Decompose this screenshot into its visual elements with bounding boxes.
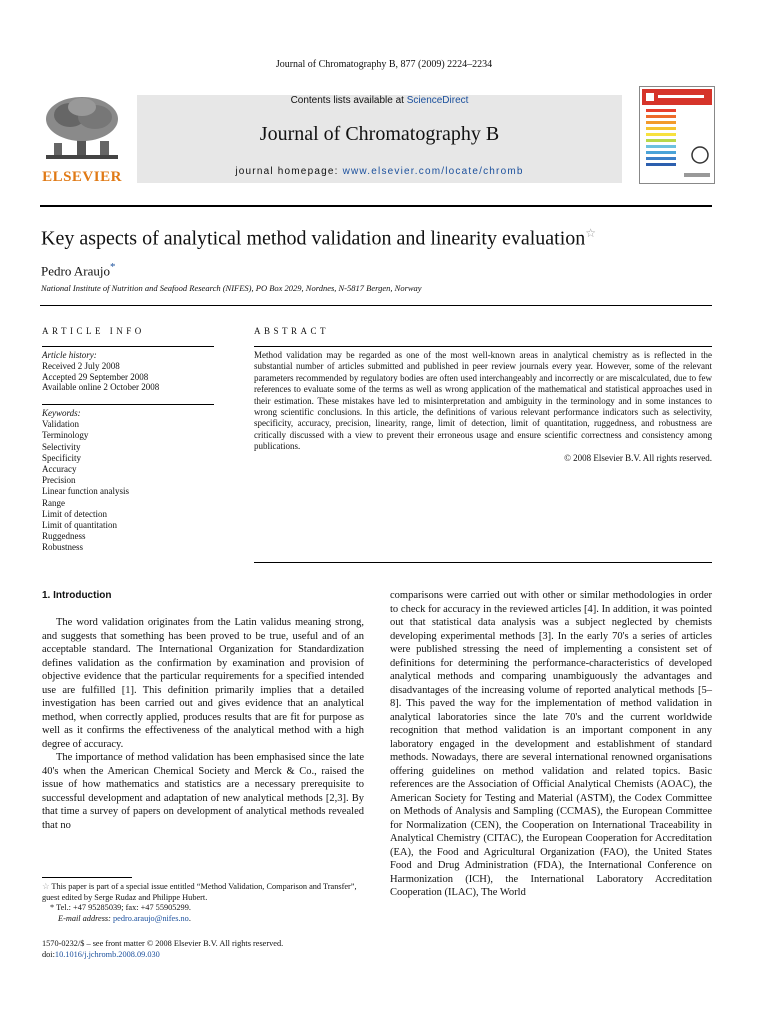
author	[41, 261, 115, 279]
keyword: Accuracy	[42, 464, 77, 475]
front-matter	[42, 939, 283, 960]
keyword: Range	[42, 497, 65, 508]
journal-banner	[137, 95, 622, 183]
article-title-text: Key aspects of analytical method validation and linearity evaluation	[41, 227, 586, 250]
author-name: Pedro Araujo	[41, 263, 110, 279]
sciencedirect-link[interactable]: ScienceDirect	[406, 95, 469, 106]
footnotes	[42, 882, 364, 924]
footnote-star-mark: ☆	[42, 882, 50, 891]
keyword: Limit of quantitation	[42, 520, 117, 531]
keywords-label: Keywords:	[42, 408, 81, 418]
footnote-author-mark: *	[50, 903, 55, 912]
abstract-body	[254, 350, 712, 464]
keywords-rule	[42, 404, 214, 405]
article-title	[41, 226, 596, 251]
doi-line	[42, 950, 283, 961]
abstract-copyright: © 2008 Elsevier B.V. All rights reserved.	[564, 452, 712, 463]
keyword: Selectivity	[42, 441, 81, 452]
contents-line	[137, 95, 622, 106]
journal-title: Journal of Chromatography B	[259, 123, 500, 145]
keyword: Validation	[42, 419, 79, 430]
footnote-star	[42, 882, 364, 903]
doi-link[interactable]: 10.1016/j.jchromb.2008.09.030	[54, 949, 160, 959]
article-info-heading: ARTICLE INFO	[42, 326, 145, 336]
contents-prefix: Contents lists available at	[290, 95, 407, 106]
homepage-link[interactable]: www.elsevier.com/locate/chromb	[342, 166, 524, 177]
right-column	[390, 589, 712, 900]
keyword: Ruggedness	[42, 531, 86, 542]
footnote-contact	[42, 903, 364, 914]
footnote-tel: Tel.: +47 95285039; fax: +47 55905299.	[56, 903, 191, 912]
abstract-text: Method validation may be regarded as one of the most well-known areas in analytical chemistry as is reflected in the substantial number of articles submitted and published in peer review journals every year. However, some of the relevant parameters recommended by regulatory bodies are often used interchangeably and incorrectly or are miscalculated, due to few references to evaluate some of the terms as well as wrong application of the mathematical and statistical approaches used in their estimation. These mistakes have led to misinterpretation and ambiguity in the terminology and in some instances to wrong scientific conclusions. In this article, the definitions of various relevant performance indicators such as selectivity, specificity, accuracy, precision, linearity, range, limit of detection, limit of quantitation, ruggedness, and robustness are critically discussed with a view to prevent their erroneous usage and ensure scientific correctness and consistency among publications.	[254, 350, 712, 452]
keywords-list	[42, 408, 214, 554]
abstract-heading: ABSTRACT	[254, 326, 330, 336]
article-history	[42, 350, 214, 393]
keyword: Precision	[42, 475, 76, 486]
history-label: Article history:	[42, 350, 97, 360]
paragraph: The word validation originates from the Latin validus meaning strong, and suggests that something has been proved to be true, useful and of an acceptable standard. The International Organization for Standardization defines validation as the confirmation by examination and provision of objective evidence that the particular requirements for a specified intended use are fulfilled [1]. This definition primarily implies that a detailed investigation has been carried out and gives evidence that an analytical method, when correctly applied, produces results that are fit for purpose as well as it confirms the effectiveness of the analytical method with a high degree of accuracy.	[42, 617, 364, 750]
footnote-email: E-mail address: pedro.araujo@nifes.no.	[58, 913, 191, 923]
footnote-rule	[42, 877, 132, 878]
elsevier-logo	[40, 95, 124, 185]
keyword: Specificity	[42, 452, 81, 463]
affiliation: National Institute of Nutrition and Seafood Research (NIFES), PO Box 2029, Nordnes, N-5817 Bergen, Norway	[41, 283, 422, 293]
elsevier-wordmark: ELSEVIER	[42, 169, 122, 185]
title-footnote-mark[interactable]: ☆	[585, 226, 597, 240]
issn-line: 1570-0232/$ – see front matter © 2008 Elsevier B.V. All rights reserved.	[42, 939, 284, 948]
elsevier-tree-icon	[40, 95, 124, 163]
keyword: Limit of detection	[42, 508, 107, 519]
keyword: Terminology	[42, 430, 89, 441]
paragraph: The importance of method validation has been emphasised since the late 40's when the American Chemical Society and Merck & Co., raised the issue of how mathematics and statistics are a necessary prerequisite to successful development and adaptation of new analytical methods [2,3]. By that time a survey of papers on development of analytical methods revealed that no	[42, 752, 364, 831]
left-column	[42, 616, 364, 832]
section-heading: 1. Introduction	[42, 590, 112, 601]
journal-citation: Journal of Chromatography B, 877 (2009) 2224–2234	[275, 59, 493, 70]
corresponding-author-mark[interactable]: *	[109, 261, 116, 273]
email-link[interactable]: pedro.araujo@nifes.no	[113, 913, 189, 923]
paragraph: comparisons were carried out with other or similar methodologies in order to check for accuracy in the reviewed articles [4]. In addition, it was pointed out that statistical data analysis was a subject neglected by chemists developing experimental methods [3]. In the early 70's a series of articles were published stressing the need of implementing a consistent set of definitions for determining the performance-characteristics of developed analytical methods and comparing unambiguously the advantages and disadvantages of the increasing volume of reported analytical methods [5–8]. This paved the way for the implementation of method validation in analytical laboratories since the late 70's and the current worldwide recognition that method validation is an important component in any laboratory engaged in the development and establishment of standard methods. Nowadays, there are several international renowned organisations offering guidelines on method validation and related topics. Basic references are the Association of Official Analytical Chemists (AOAC), the American Society for Testing and Material (ASTM), the Codex Committee on Methods of Analysis and Sampling (CCMAS), the European Committee for Normalization (CEN), the Cooperation on International Traceability in Analytical Chemistry (CITAC), the European Cooperation for Accreditation (EA), the Food and Agricultural Organization (FAO), the United States Food and Drug Administration (FDA), the International Conference on Harmonization (ICH), the International Laboratory Accreditation Cooperation (ILAC), The World	[390, 590, 712, 898]
affiliation-rule	[40, 305, 712, 306]
header-rule	[40, 205, 712, 207]
footnote-star-text: This paper is part of a special issue entitled “Method Validation, Comparison and Transfer”, guest edited by Serge Rudaz and Philippe Hubert.	[42, 882, 357, 902]
journal-cover-image	[639, 86, 715, 184]
keyword: Linear function analysis	[42, 486, 129, 497]
homepage-line	[137, 166, 622, 177]
keyword: Robustness	[42, 542, 84, 553]
history-accepted: Accepted 29 September 2008	[42, 371, 149, 382]
history-online: Available online 2 October 2008	[42, 382, 160, 393]
abstract-bottom-rule	[254, 562, 712, 563]
info-rule	[42, 346, 214, 347]
homepage-prefix: journal homepage:	[235, 166, 343, 177]
doi-label: doi:	[42, 949, 55, 959]
abstract-rule	[254, 346, 712, 347]
email-label: E-mail address:	[58, 913, 113, 923]
history-received: Received 2 July 2008	[42, 360, 120, 371]
